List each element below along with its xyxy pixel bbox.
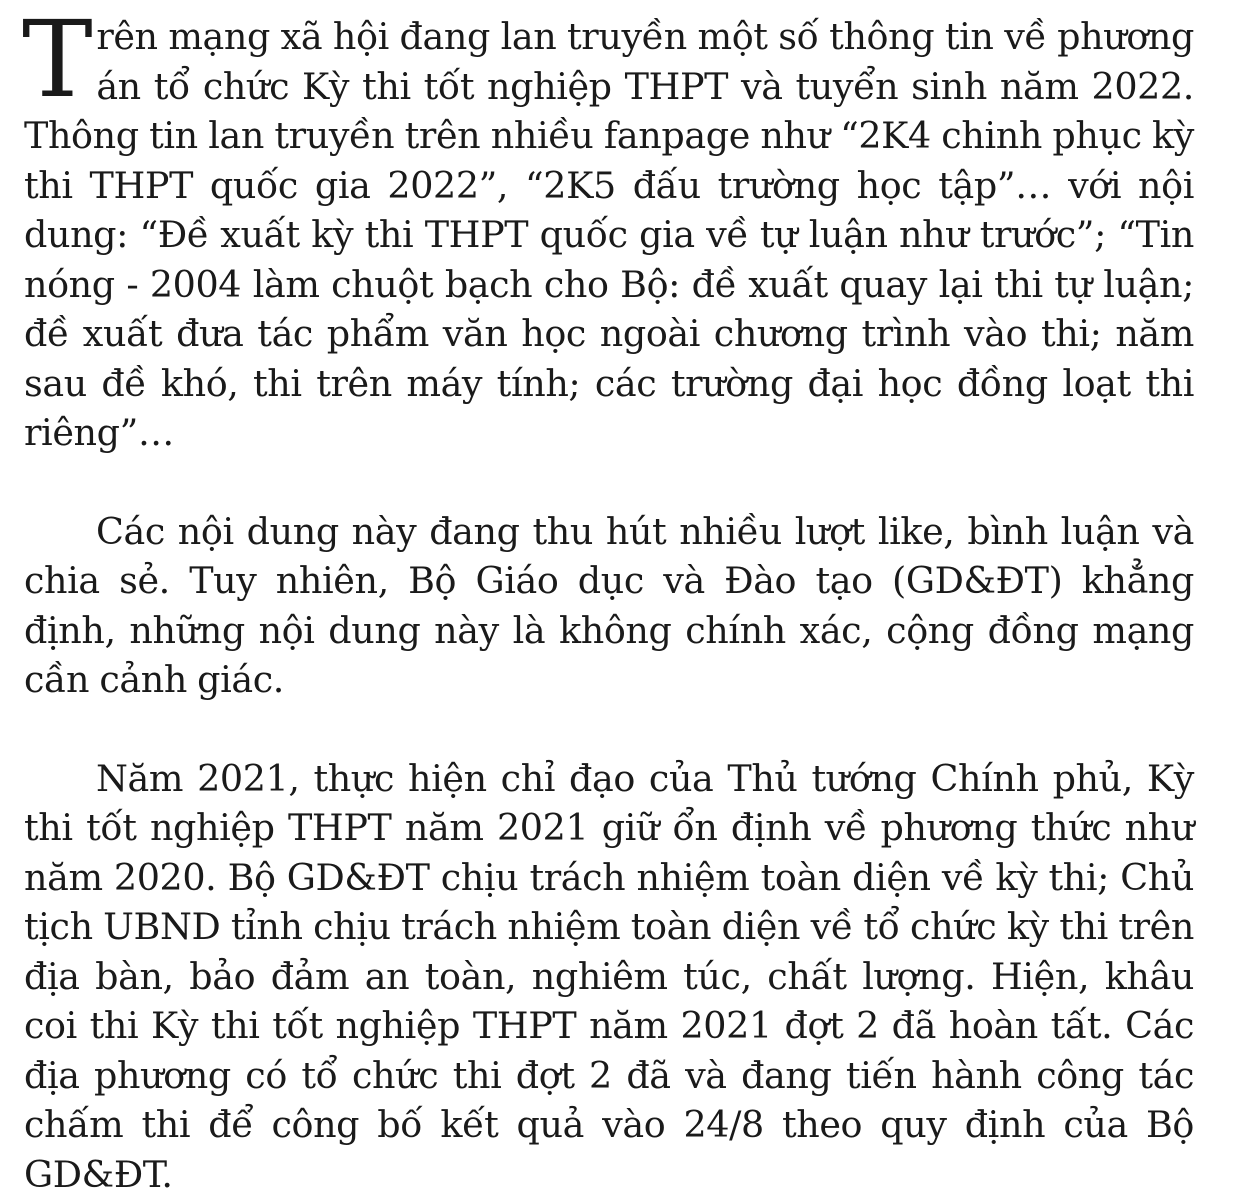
article-body (24, 12, 1194, 1199)
paragraph-intro-text: rên mạng xã hội đang lan truyền một số thông tin về phương án tổ chức Kỳ thi tốt nghiệp THPT và tuyển sinh năm 2022. Thông tin lan truyền trên nhiều fanpage như “2K4 chinh phục kỳ thi THPT quốc gia 2022”, “2K5 đấu trường học tập”… với nội dung: “Đề xuất kỳ thi THPT quốc gia về tự luận như trước”; “Tin nóng - 2004 làm chuột bạch cho Bộ: đề xuất quay lại thi tự luận; đề xuất đưa tác phẩm văn học ngoài chương trình vào thi; năm sau đề khó, thi trên máy tính; các trường đại học đồng loạt thi riêng”… (24, 15, 1194, 454)
paragraph-intro (24, 12, 1194, 458)
paragraph-exam-2021: Năm 2021, thực hiện chỉ đạo của Thủ tướng Chính phủ, Kỳ thi tốt nghiệp THPT năm 2021 giữ ổn định về phương thức như năm 2020. Bộ GD&ĐT chịu trách nhiệm toàn diện về kỳ thi; Chủ tịch UBND tỉnh chịu trách nhiệm toàn diện về tổ chức kỳ thi trên địa bàn, bảo đảm an toàn, nghiêm túc, chất lượng. Hiện, khâu coi thi Kỳ thi tốt nghiệp THPT năm 2021 đợt 2 đã hoàn tất. Các địa phương có tổ chức thi đợt 2 đã và đang tiến hành công tác chấm thi để công bố kết quả vào 24/8 theo quy định của Bộ GD&ĐT. (24, 754, 1194, 1199)
paragraph-ministry-response: Các nội dung này đang thu hút nhiều lượt like, bình luận và chia sẻ. Tuy nhiên, Bộ Giáo dục và Đào tạo (GD&ĐT) khẳng định, những nội dung này là không chính xác, cộng đồng mạng cần cảnh giác. (24, 507, 1194, 705)
drop-cap: T (22, 12, 92, 104)
